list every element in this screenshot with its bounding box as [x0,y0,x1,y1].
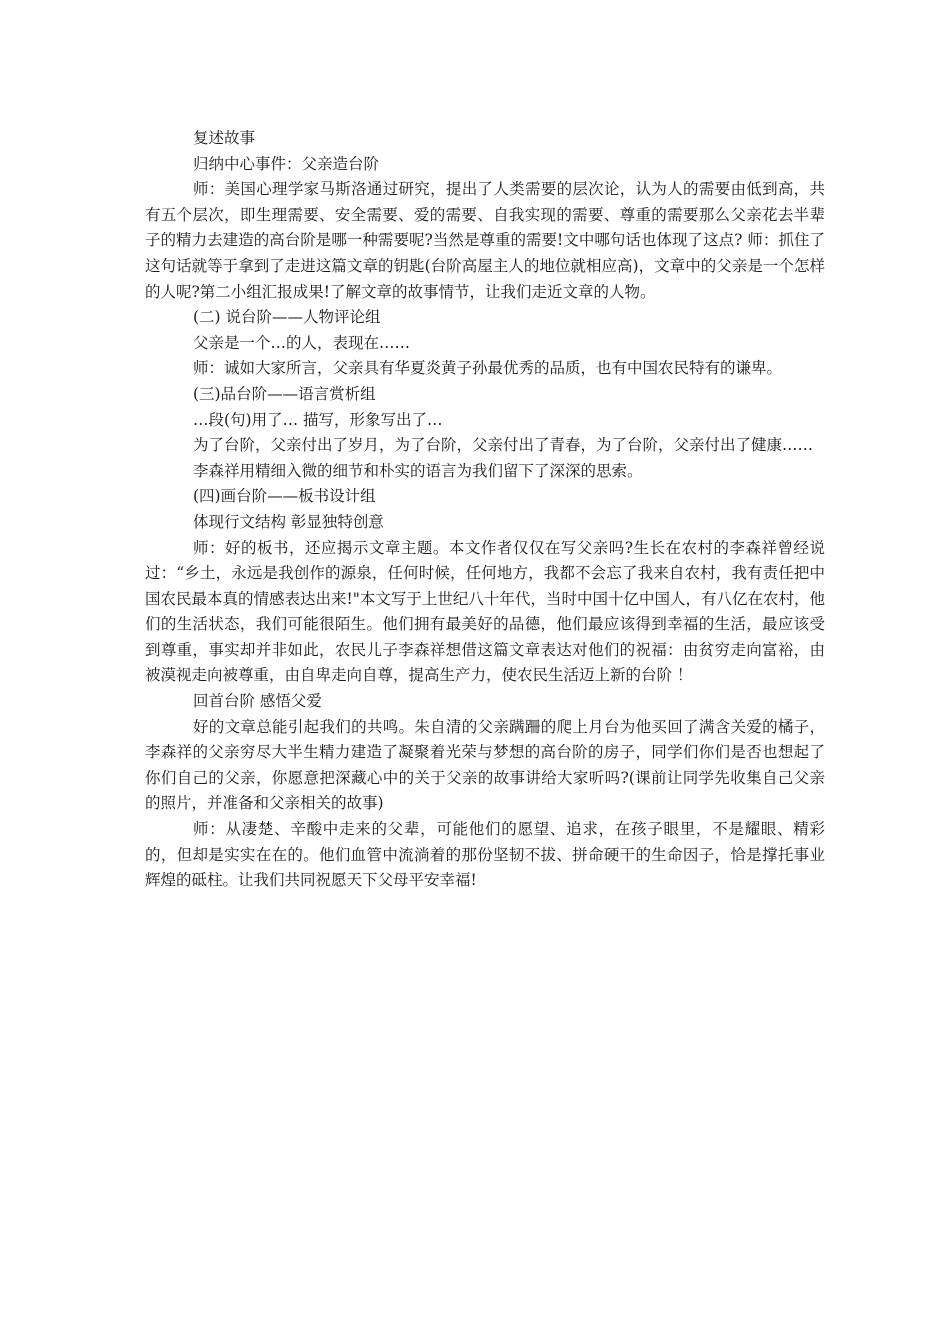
section-heading-2: (二) 说台阶——人物评论组 [193,308,381,327]
paragraph-closing: 师：从凄楚、辛酸中走来的父辈，可能他们的愿望、追求，在孩子眼里，不是耀眼、精彩的，但却是实实在在的。他们血管中流淌着的那份坚韧不拔、拼命硬干的生命因子，恰是撑托事业辉煌的砥柱。让我们共同祝愿天下父母平安幸福! [145,820,825,890]
paragraph-li-senxiang: 李森祥用精细入微的细节和朴实的语言为我们留下了深深的思索。 [193,461,643,480]
paragraph-retell-story: 复述故事 [193,129,256,147]
paragraph-resonance: 好的文章总能引起我们的共鸣。朱自清的父亲蹒跚的爬上月台为他买回了满含关爱的橘子，李森祥的父亲穷尽大半生精力建造了凝聚着光荣与梦想的高台阶的房子，同学们你们是否也想起了你们自己的父亲，你愿意把深藏心中的关于父亲的故事讲给大家听吗?(课前让同学先收集自己父亲的照片，并准备和父亲相关的故事) [145,717,825,813]
paragraph-structure: 体现行文结构 彰显独特创意 [193,512,384,531]
section-heading-4: (四)画台阶——板书设计组 [193,487,376,506]
paragraph-blackboard: 师：好的板书，还应揭示文章主题。本文作者仅仅在写父亲吗?生长在农村的李森祥曾经说过：“乡土，永远是我创作的源泉，任何时候，任何地方，我都不会忘了我来自农村，我有责任把中国农民最本真的情感表达出来!"本文写于上世纪八十年代，当时中国十亿中国人，有八亿在农村，他们的生活状态，我们可能很陌生。他们拥有最美好的品德，他们最应该得到幸福的生活，最应该受到尊重，事实却并非如此，农民儿子李森祥想借这篇文章表达对他们的祝福：由贫穷走向富裕，由被漠视走向被尊重，由自卑走向自尊，提高生产力，使农民生活迈上新的台阶 ！ [145,538,825,685]
paragraph-for-steps: 为了台阶，父亲付出了岁月，为了台阶，父亲付出了青春，为了台阶，父亲付出了健康…… [193,436,814,455]
section-heading-3: (三)品台阶——语言赏析组 [193,384,376,403]
section-heading-review: 回首台阶 感悟父爱 [193,692,322,711]
paragraph-teacher-humble: 师：诚如大家所言，父亲具有华夏炎黄子孙最优秀的品质，也有中国农民特有的谦卑。 [193,359,783,378]
document-body [145,126,825,894]
paragraph-description: …段(句)用了… 描写，形象写出了… [193,410,443,429]
paragraph-maslow: 师：美国心理学家马斯洛通过研究，提出了人类需要的层次论，认为人的需要由低到高，共有五个层次，即生理需要、安全需要、爱的需要、自我实现的需要、尊重的需要那么父亲花去半辈子的精力去建造的高台阶是哪一种需要呢?当然是尊重的需要!文中哪句话也体现了这点? 师：抓住了这句话就等于拿到了走进这篇文章的钥匙(台阶高屋主人的地位就相应高)，文章中的父亲是一个怎样的人呢?第二小组汇报成果!了解文章的故事情节，让我们走近文章的人物。 [145,180,825,301]
paragraph-father-is: 父亲是一个…的人，表现在…… [193,333,411,352]
paragraph-central-event: 归纳中心事件：父亲造台阶 [193,154,380,173]
